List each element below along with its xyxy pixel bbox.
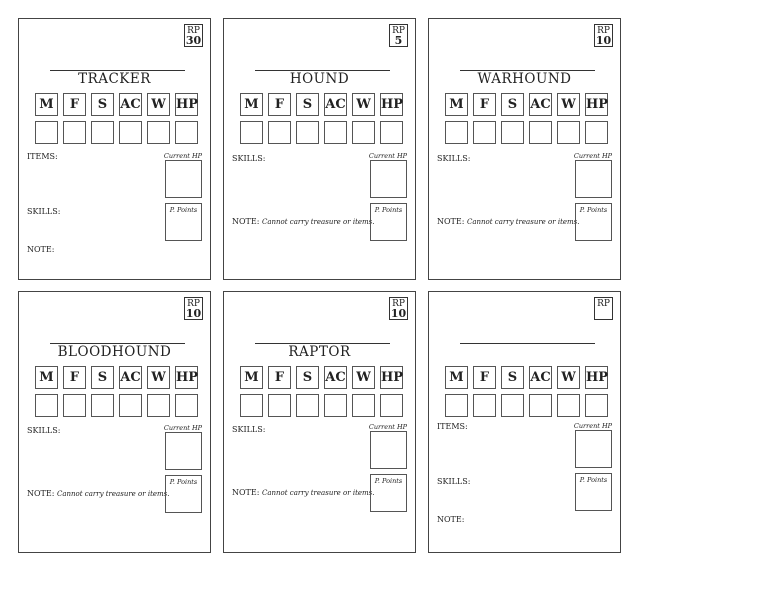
p-points-box[interactable] bbox=[575, 203, 612, 241]
stat-header-w: W bbox=[352, 366, 375, 389]
note-label: NOTE: bbox=[27, 245, 55, 254]
stat-header-hp: HP bbox=[175, 93, 198, 116]
rp-box bbox=[184, 24, 203, 47]
p-points-box[interactable] bbox=[370, 203, 407, 241]
stat-value-hp[interactable] bbox=[380, 121, 403, 144]
rp-value: 10 bbox=[595, 34, 612, 47]
rp-value: 5 bbox=[394, 34, 403, 47]
current-hp-label: Current HP bbox=[163, 152, 202, 160]
current-hp-label: Current HP bbox=[573, 422, 612, 430]
stat-header-m: M bbox=[35, 366, 58, 389]
stat-header-hp: HP bbox=[585, 93, 608, 116]
monster-card-bloodhound bbox=[18, 291, 211, 553]
current-hp-label: Current HP bbox=[163, 424, 202, 432]
rp-label: RP bbox=[392, 26, 405, 36]
note-line bbox=[232, 488, 374, 497]
stat-header-hp: HP bbox=[175, 366, 198, 389]
stat-header-hp: HP bbox=[380, 93, 403, 116]
rp-label: RP bbox=[597, 299, 610, 309]
stat-header-m: M bbox=[240, 366, 263, 389]
stat-header-f: F bbox=[63, 93, 86, 116]
stat-header-ac: AC bbox=[119, 93, 142, 116]
stat-value-f[interactable] bbox=[63, 121, 86, 144]
stat-header-f: F bbox=[268, 366, 291, 389]
p-points-label: P. Points bbox=[579, 476, 608, 484]
current-hp-box[interactable] bbox=[575, 430, 612, 468]
stat-header-ac: AC bbox=[324, 93, 347, 116]
current-hp-box[interactable] bbox=[575, 160, 612, 198]
stat-value-w[interactable] bbox=[352, 121, 375, 144]
current-hp-label: Current HP bbox=[573, 152, 612, 160]
stat-header-hp: HP bbox=[380, 366, 403, 389]
card-title: TRACKER bbox=[78, 71, 151, 87]
stat-header-s: S bbox=[91, 93, 114, 116]
rp-box bbox=[594, 297, 613, 320]
stat-header-ac: AC bbox=[529, 93, 552, 116]
stat-header-m: M bbox=[240, 93, 263, 116]
p-points-box[interactable] bbox=[165, 203, 202, 241]
p-points-label: P. Points bbox=[579, 206, 608, 214]
current-hp-box[interactable] bbox=[165, 160, 202, 198]
stat-value-ac[interactable] bbox=[324, 394, 347, 417]
note-line bbox=[437, 217, 579, 226]
current-hp-box[interactable] bbox=[370, 160, 407, 198]
stat-value-s[interactable] bbox=[501, 394, 524, 417]
monster-card-blank bbox=[428, 291, 621, 553]
stat-value-hp[interactable] bbox=[175, 121, 198, 144]
note-label: NOTE: bbox=[27, 489, 55, 498]
note-label: NOTE: bbox=[232, 217, 260, 226]
stat-value-ac[interactable] bbox=[119, 394, 142, 417]
stat-value-f[interactable] bbox=[473, 394, 496, 417]
rp-label: RP bbox=[187, 299, 200, 309]
stat-value-w[interactable] bbox=[147, 394, 170, 417]
stat-header-ac: AC bbox=[119, 366, 142, 389]
items-label: ITEMS: bbox=[27, 152, 58, 161]
p-points-box[interactable] bbox=[165, 475, 202, 513]
monster-card-tracker bbox=[18, 18, 211, 280]
rp-value: 10 bbox=[185, 307, 202, 320]
stat-value-f[interactable] bbox=[63, 394, 86, 417]
skills-label: SKILLS: bbox=[232, 154, 266, 163]
stat-value-m[interactable] bbox=[35, 121, 58, 144]
stat-value-m[interactable] bbox=[240, 394, 263, 417]
stat-header-w: W bbox=[557, 366, 580, 389]
stat-header-w: W bbox=[352, 93, 375, 116]
stat-value-s[interactable] bbox=[296, 121, 319, 144]
p-points-box[interactable] bbox=[370, 474, 407, 512]
p-points-label: P. Points bbox=[169, 206, 198, 214]
stat-value-ac[interactable] bbox=[324, 121, 347, 144]
skills-label: SKILLS: bbox=[437, 154, 471, 163]
stat-header-ac: AC bbox=[529, 366, 552, 389]
p-points-box[interactable] bbox=[575, 473, 612, 511]
rp-label: RP bbox=[392, 299, 405, 309]
note-text: Cannot carry treasure or items. bbox=[261, 218, 375, 226]
stat-value-hp[interactable] bbox=[380, 394, 403, 417]
stat-header-w: W bbox=[147, 366, 170, 389]
p-points-label: P. Points bbox=[169, 478, 198, 486]
stat-value-ac[interactable] bbox=[529, 121, 552, 144]
stat-value-hp[interactable] bbox=[585, 394, 608, 417]
rp-label: RP bbox=[597, 26, 610, 36]
note-text: Cannot carry treasure or items. bbox=[466, 218, 580, 226]
note-label: NOTE: bbox=[232, 488, 260, 497]
rp-box bbox=[184, 297, 203, 320]
stat-header-m: M bbox=[35, 93, 58, 116]
stat-value-w[interactable] bbox=[557, 121, 580, 144]
stat-value-ac[interactable] bbox=[529, 394, 552, 417]
p-points-label: P. Points bbox=[374, 206, 403, 214]
current-hp-label: Current HP bbox=[368, 152, 407, 160]
current-hp-box[interactable] bbox=[165, 432, 202, 470]
stat-header-w: W bbox=[557, 93, 580, 116]
rp-box bbox=[389, 24, 408, 47]
stat-header-m: M bbox=[445, 93, 468, 116]
stat-value-s[interactable] bbox=[296, 394, 319, 417]
rp-label: RP bbox=[187, 26, 200, 36]
stat-header-f: F bbox=[473, 93, 496, 116]
note-line bbox=[27, 489, 169, 498]
skills-label: SKILLS: bbox=[27, 207, 61, 216]
stat-header-s: S bbox=[501, 366, 524, 389]
stat-value-s[interactable] bbox=[91, 121, 114, 144]
stat-value-m[interactable] bbox=[445, 394, 468, 417]
stat-header-w: W bbox=[147, 93, 170, 116]
card-title: BLOODHOUND bbox=[57, 344, 172, 360]
current-hp-label: Current HP bbox=[368, 423, 407, 431]
stat-header-s: S bbox=[296, 93, 319, 116]
stat-value-m[interactable] bbox=[445, 121, 468, 144]
stat-header-hp: HP bbox=[585, 366, 608, 389]
stat-header-ac: AC bbox=[324, 366, 347, 389]
note-line bbox=[232, 217, 374, 226]
skills-label: SKILLS: bbox=[27, 426, 61, 435]
rp-value: 30 bbox=[185, 34, 202, 47]
stat-value-s[interactable] bbox=[501, 121, 524, 144]
rp-value: 10 bbox=[390, 307, 407, 320]
stat-header-f: F bbox=[63, 366, 86, 389]
note-line bbox=[27, 245, 54, 254]
monster-card-warhound bbox=[428, 18, 621, 280]
note-label: NOTE: bbox=[437, 217, 465, 226]
note-text: Cannot carry treasure or items. bbox=[261, 489, 375, 497]
note-line bbox=[437, 515, 464, 524]
stat-value-m[interactable] bbox=[240, 121, 263, 144]
rp-box bbox=[389, 297, 408, 320]
stat-header-f: F bbox=[268, 93, 291, 116]
stat-header-s: S bbox=[501, 93, 524, 116]
stat-value-ac[interactable] bbox=[119, 121, 142, 144]
stat-value-w[interactable] bbox=[557, 394, 580, 417]
stat-value-w[interactable] bbox=[147, 121, 170, 144]
stat-value-f[interactable] bbox=[268, 121, 291, 144]
stat-value-s[interactable] bbox=[91, 394, 114, 417]
stat-header-f: F bbox=[473, 366, 496, 389]
note-text: Cannot carry treasure or items. bbox=[56, 490, 170, 498]
stat-value-f[interactable] bbox=[268, 394, 291, 417]
note-label: NOTE: bbox=[437, 515, 465, 524]
stat-value-hp[interactable] bbox=[175, 394, 198, 417]
card-title: WARHOUND bbox=[477, 71, 572, 87]
name-underline bbox=[460, 343, 595, 344]
items-label: ITEMS: bbox=[437, 422, 468, 431]
stat-value-m[interactable] bbox=[35, 394, 58, 417]
card-title: HOUND bbox=[289, 71, 350, 87]
stat-header-s: S bbox=[91, 366, 114, 389]
skills-label: SKILLS: bbox=[232, 425, 266, 434]
monster-card-raptor bbox=[223, 291, 416, 553]
p-points-label: P. Points bbox=[374, 477, 403, 485]
skills-label: SKILLS: bbox=[437, 477, 471, 486]
stat-header-s: S bbox=[296, 366, 319, 389]
stat-header-m: M bbox=[445, 366, 468, 389]
stat-value-f[interactable] bbox=[473, 121, 496, 144]
stat-value-w[interactable] bbox=[352, 394, 375, 417]
monster-card-hound bbox=[223, 18, 416, 280]
card-title: RAPTOR bbox=[288, 344, 351, 360]
rp-box bbox=[594, 24, 613, 47]
current-hp-box[interactable] bbox=[370, 431, 407, 469]
stat-value-hp[interactable] bbox=[585, 121, 608, 144]
